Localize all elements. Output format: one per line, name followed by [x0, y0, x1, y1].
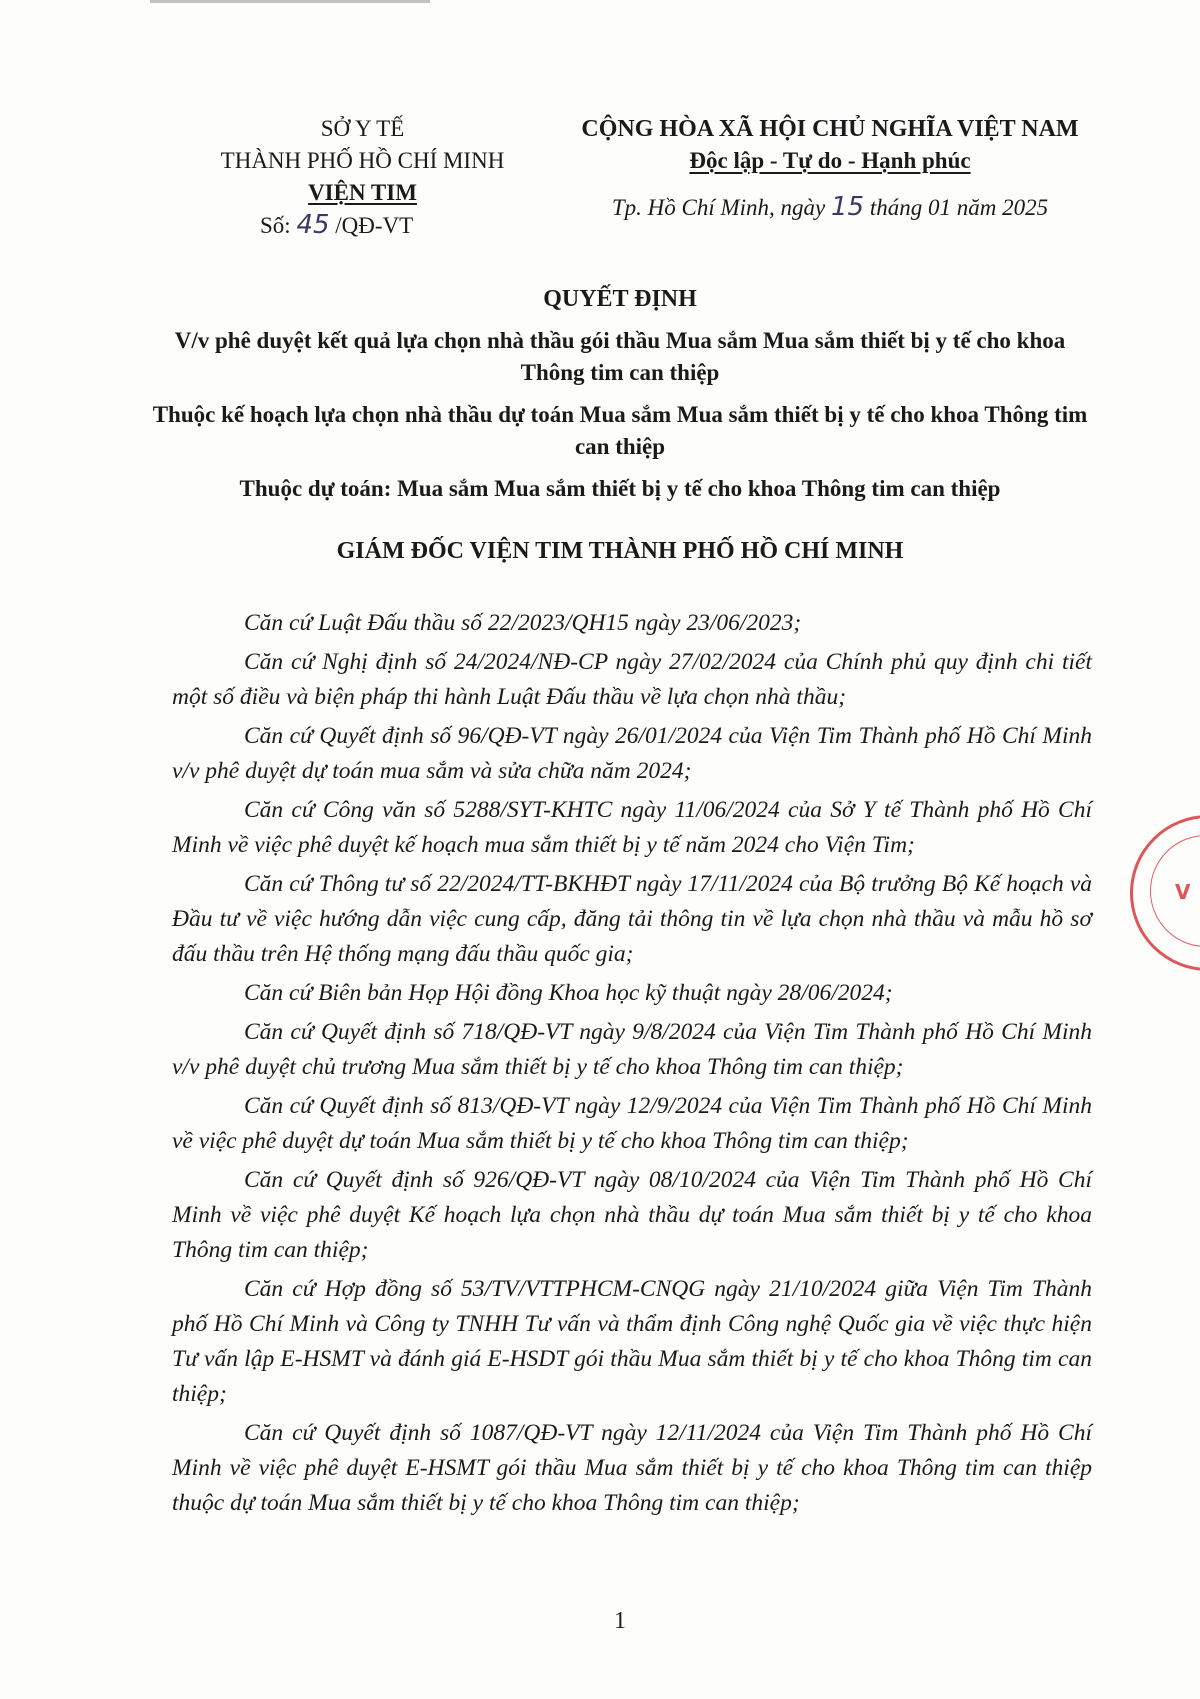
legal-basis-paragraph: Căn cứ Quyết định số 96/QĐ-VT ngày 26/01/2024 của Viện Tim Thành phố Hồ Chí Minh v/v phê duyệt dự toán mua sắm và sửa chữa năm 2024;: [172, 723, 1092, 784]
decision-subject: V/v phê duyệt kết quả lựa chọn nhà thầu gói thầu Mua sắm Mua sắm thiết bị y tế cho khoa Thông tim can thiệp: [174, 328, 1066, 385]
document-number-handwritten: 45: [296, 210, 330, 240]
decision-plan-reference: Thuộc kế hoạch lựa chọn nhà thầu dự toán Mua sắm Mua sắm thiết bị y tế cho khoa Thông tim can thiệp: [152, 402, 1088, 459]
decision-budget-reference: Thuộc dự toán: Mua sắm Mua sắm thiết bị y tế cho khoa Thông tim can thiệp: [239, 476, 1001, 501]
nation-name: CỘNG HÒA XÃ HỘI CHỦ NGHĨA VIỆT NAM: [581, 116, 1079, 142]
official-seal-text: V: [1175, 880, 1191, 904]
legal-basis-paragraph: Căn cứ Quyết định số 718/QĐ-VT ngày 9/8/2024 của Viện Tim Thành phố Hồ Chí Minh v/v phê duyệt chủ trương Mua sắm thiết bị y tế cho khoa Thông tim can thiệp;: [172, 1019, 1092, 1080]
document-type-title: QUYẾT ĐỊNH: [543, 286, 697, 312]
agency-name: VIỆN TIM: [308, 180, 417, 205]
legal-basis-paragraph: Căn cứ Quyết định số 1087/QĐ-VT ngày 12/11/2024 của Viện Tim Thành phố Hồ Chí Minh về việc phê duyệt E-HSMT gói thầu Mua sắm thiết bị y tế cho khoa Thông tim can thiệp thuộc dự toán Mua sắm thiết bị y tế cho khoa Thông tim can thiệp;: [172, 1420, 1092, 1516]
document-number-line: [175, 209, 550, 242]
legal-basis-paragraph: Căn cứ Luật Đấu thầu số 22/2023/QH15 ngày 23/06/2023;: [244, 610, 802, 636]
legal-basis-section: [172, 606, 1092, 1525]
scan-artifact: [150, 0, 430, 3]
document-number-label: Số:: [260, 213, 291, 238]
department-name: SỞ Y TẾ: [320, 116, 405, 141]
date-prefix: Tp. Hồ Chí Minh, ngày: [611, 195, 826, 220]
decision-title-block: [150, 283, 1090, 567]
legal-basis-paragraph: Căn cứ Hợp đồng số 53/TV/VTTPHCM-CNQG ngày 21/10/2024 giữa Viện Tim Thành phố Hồ Chí Minh và Công ty TNHH Tư vấn và thẩm định Công nghệ Quốc gia về việc thực hiện Tư vấn lập E-HSMT và đánh giá E-HSDT gói thầu Mua sắm thiết bị y tế cho khoa Thông tim can thiệp;: [172, 1276, 1092, 1407]
legal-basis-paragraph: Căn cứ Quyết định số 926/QĐ-VT ngày 08/10/2024 của Viện Tim Thành phố Hồ Chí Minh về việc phê duyệt Kế hoạch lựa chọn nhà thầu dự toán Mua sắm thiết bị y tế cho khoa Thông tim can thiệp;: [172, 1167, 1092, 1263]
authority-heading: GIÁM ĐỐC VIỆN TIM THÀNH PHỐ HỒ CHÍ MINH: [336, 538, 904, 564]
national-motto: Độc lập - Tự do - Hạnh phúc: [689, 148, 971, 173]
date-day-handwritten: 15: [831, 192, 865, 222]
date-suffix: tháng 01 năm 2025: [869, 195, 1049, 220]
legal-basis-paragraph: Căn cứ Nghị định số 24/2024/NĐ-CP ngày 27/02/2024 của Chính phủ quy định chi tiết một số điều và biện pháp thi hành Luật Đấu thầu về lựa chọn nhà thầu;: [172, 649, 1092, 710]
city-name: THÀNH PHỐ HỒ CHÍ MINH: [220, 148, 505, 173]
legal-basis-paragraph: Căn cứ Biên bản Họp Hội đồng Khoa học kỹ thuật ngày 28/06/2024;: [244, 980, 893, 1006]
issue-date: [540, 191, 1120, 224]
document-number-suffix: /QĐ-VT: [335, 213, 414, 238]
legal-basis-paragraph: Căn cứ Quyết định số 813/QĐ-VT ngày 12/9/2024 của Viện Tim Thành phố Hồ Chí Minh về việc phê duyệt dự toán Mua sắm thiết bị y tế cho khoa Thông tim can thiệp;: [172, 1093, 1092, 1154]
legal-basis-paragraph: Căn cứ Công văn số 5288/SYT-KHTC ngày 11/06/2024 của Sở Y tế Thành phố Hồ Chí Minh về việc phê duyệt kế hoạch mua sắm thiết bị y tế năm 2024 cho Viện Tim;: [172, 797, 1092, 858]
national-header-block: [540, 113, 1120, 224]
page-number: 1: [614, 1608, 626, 1634]
issuing-authority-block: [175, 113, 550, 242]
legal-basis-paragraph: Căn cứ Thông tư số 22/2024/TT-BKHĐT ngày 17/11/2024 của Bộ trưởng Bộ Kế hoạch và Đầu tư về việc hướng dẫn việc cung cấp, đăng tải thông tin về lựa chọn nhà thầu và mẫu hồ sơ đấu thầu trên Hệ thống mạng đấu thầu quốc gia;: [172, 871, 1092, 967]
